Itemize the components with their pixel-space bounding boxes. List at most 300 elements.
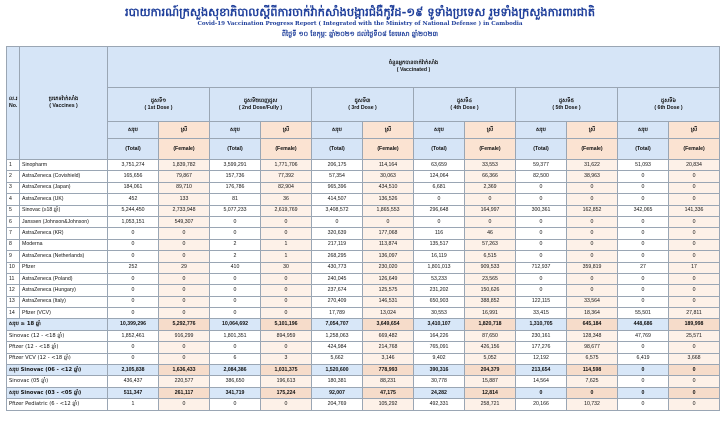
cell-total: 0 xyxy=(516,273,567,284)
row-vaccine-name: AstraZeneca (Covishield) xyxy=(20,171,108,182)
header-total-en xyxy=(618,139,669,160)
cell-total: 5,662 xyxy=(312,353,363,364)
cell-female: 0 xyxy=(159,296,210,307)
row-vaccine-name: Janssen (Johnson&Johnson) xyxy=(20,216,108,227)
table-row xyxy=(7,205,720,216)
cell-female: 5,052 xyxy=(465,353,516,364)
row-number: 4 xyxy=(7,194,20,205)
cell-total: 342,065 xyxy=(618,205,669,216)
cell-total: 0 xyxy=(618,171,669,182)
cell-total: 1,852,461 xyxy=(108,330,159,341)
cell-female: 0 xyxy=(567,251,618,262)
header-dose-km: ដូសទី១ xyxy=(150,97,167,104)
header-dose-en: ( 5th Dose ) xyxy=(552,104,581,111)
header-total-label-en: (Total) xyxy=(635,145,651,152)
cell-total: 0 xyxy=(210,296,261,307)
cell-female: 18,364 xyxy=(567,308,618,319)
header-total-label-en: (Total) xyxy=(431,145,447,152)
cell-female: 33,553 xyxy=(465,160,516,171)
cell-total: 16,119 xyxy=(414,251,465,262)
cell-female: 0 xyxy=(159,273,210,284)
cell-total: 217,119 xyxy=(312,239,363,250)
report-title-khmer: របាយការណ៍ក្រសួងសុខាភិបាលស្តីពីការចាក់វ៉ាក់សាំងបង្ការជំងឺកូវីដ-១៩ ទូទាំងប្រទេស រួមទាំងក្រសួងការពារជាតិ xyxy=(124,5,596,19)
cell-total: 30,778 xyxy=(414,376,465,387)
cell-total: 231,202 xyxy=(414,285,465,296)
row-vaccine-name: Sinovac (≥18 ឆ្នាំ) xyxy=(20,205,108,216)
header-row-doses xyxy=(7,88,720,122)
summary-row xyxy=(7,353,720,364)
header-dose-en: ( 1st Dose ) xyxy=(144,104,173,111)
cell-female: 5,292,776 xyxy=(159,319,210,330)
cell-female: 30,063 xyxy=(363,171,414,182)
header-female-km xyxy=(159,122,210,139)
cell-female: 1,031,375 xyxy=(261,365,312,376)
header-female-km xyxy=(567,122,618,139)
header-vaccinated-km: ចំនួនអ្នកបានចាក់វ៉ាក់សាំង xyxy=(388,60,439,66)
cell-total: 0 xyxy=(516,387,567,398)
cell-female: 261,117 xyxy=(159,387,210,398)
cell-total: 0 xyxy=(210,342,261,353)
header-dose-5 xyxy=(516,88,618,122)
cell-female: 136,526 xyxy=(363,194,414,205)
header-female-label-km: ស្រី xyxy=(384,126,392,133)
cell-female: 114,164 xyxy=(363,160,414,171)
header-dose-6 xyxy=(618,88,720,122)
cell-total: 10,399,296 xyxy=(108,319,159,330)
header-female-en xyxy=(669,139,720,160)
cell-female: 16,991 xyxy=(465,308,516,319)
header-row-subcols-en xyxy=(7,139,720,160)
cell-female: 57,263 xyxy=(465,239,516,250)
cell-female: 0 xyxy=(567,285,618,296)
cell-female: 0 xyxy=(465,216,516,227)
cell-total: 33,415 xyxy=(516,308,567,319)
cell-female: 3,649,654 xyxy=(363,319,414,330)
cell-female: 258,721 xyxy=(465,399,516,410)
cell-total: 2,105,838 xyxy=(108,365,159,376)
cell-total: 0 xyxy=(618,182,669,193)
cell-female: 136,097 xyxy=(363,251,414,262)
cell-female: 31,622 xyxy=(567,160,618,171)
header-total-km xyxy=(516,122,567,139)
row-number: 10 xyxy=(7,262,20,273)
cell-total: 0 xyxy=(516,194,567,205)
cell-female: 0 xyxy=(159,239,210,250)
header-total-label-en: (Total) xyxy=(533,145,549,152)
cell-total: 0 xyxy=(108,239,159,250)
cell-total: 0 xyxy=(516,228,567,239)
cell-female: 426,156 xyxy=(465,342,516,353)
cell-total: 452 xyxy=(108,194,159,205)
cell-total: 10,064,692 xyxy=(210,319,261,330)
cell-female: 0 xyxy=(669,251,720,262)
cell-female: 177,068 xyxy=(363,228,414,239)
header-total-label-km: សរុប xyxy=(434,126,444,133)
cell-total: 14,564 xyxy=(516,376,567,387)
header-dose-en: ( 3rd Dose ) xyxy=(348,104,377,111)
header-total-label-en: (Total) xyxy=(329,145,345,152)
cell-female: 82,904 xyxy=(261,182,312,193)
cell-total: 3,408,572 xyxy=(312,205,363,216)
row-number: 9 xyxy=(7,251,20,262)
cell-total: 53,233 xyxy=(414,273,465,284)
cell-female: 113,874 xyxy=(363,239,414,250)
cell-total: 59,377 xyxy=(516,160,567,171)
cell-female: 27,811 xyxy=(669,308,720,319)
header-dose-km: ដូសទី៣ xyxy=(354,97,371,104)
cell-female: 2,619,769 xyxy=(261,205,312,216)
header-total-label-km: សរុប xyxy=(128,126,138,133)
header-dose-1 xyxy=(108,88,210,122)
cell-total: 0 xyxy=(210,399,261,410)
cell-female: 0 xyxy=(567,228,618,239)
cell-total: 0 xyxy=(210,308,261,319)
cell-total: 204,769 xyxy=(312,399,363,410)
cell-total: 1 xyxy=(108,399,159,410)
cell-total: 0 xyxy=(414,216,465,227)
cell-total: 180,381 xyxy=(312,376,363,387)
header-total-label-en: (Total) xyxy=(125,145,141,152)
cell-total: 430,773 xyxy=(312,262,363,273)
row-number: 2 xyxy=(7,171,20,182)
cell-total: 24,282 xyxy=(414,387,465,398)
cell-female: 0 xyxy=(669,182,720,193)
cell-total: 1,801,013 xyxy=(414,262,465,273)
cell-total: 230,161 xyxy=(516,330,567,341)
cell-female: 3,146 xyxy=(363,353,414,364)
cell-total: 0 xyxy=(618,399,669,410)
header-total-km xyxy=(108,122,159,139)
cell-female: 0 xyxy=(261,296,312,307)
row-vaccine-name: Moderna xyxy=(20,239,108,250)
cell-total: 55,501 xyxy=(618,308,669,319)
cell-female: 133 xyxy=(159,194,210,205)
cell-female: 1,820,718 xyxy=(465,319,516,330)
cell-female: 0 xyxy=(261,216,312,227)
cell-female: 6,575 xyxy=(567,353,618,364)
cell-total: 5,077,233 xyxy=(210,205,261,216)
row-number: 6 xyxy=(7,216,20,227)
header-female-label-en: (Female) xyxy=(581,145,603,152)
cell-total: 341,719 xyxy=(210,387,261,398)
cell-total: 135,517 xyxy=(414,239,465,250)
cell-female: 0 xyxy=(567,194,618,205)
cell-total: 0 xyxy=(618,376,669,387)
cell-total: 270,409 xyxy=(312,296,363,307)
row-vaccine-name: AstraZeneca (Hungary) xyxy=(20,285,108,296)
cell-total: 0 xyxy=(210,228,261,239)
cell-female: 0 xyxy=(159,399,210,410)
cell-total: 0 xyxy=(618,216,669,227)
cell-female: 128,348 xyxy=(567,330,618,341)
cell-total: 0 xyxy=(210,285,261,296)
cell-total: 0 xyxy=(618,387,669,398)
cell-total: 184,061 xyxy=(108,182,159,193)
cell-female: 645,184 xyxy=(567,319,618,330)
cell-total: 0 xyxy=(108,353,159,364)
cell-total: 965,396 xyxy=(312,182,363,193)
cell-female: 125,575 xyxy=(363,285,414,296)
cell-total: 0 xyxy=(414,194,465,205)
cell-total: 492,331 xyxy=(414,399,465,410)
cell-total: 436,437 xyxy=(108,376,159,387)
cell-female: 150,626 xyxy=(465,285,516,296)
cell-total: 176,786 xyxy=(210,182,261,193)
cell-female: 0 xyxy=(159,285,210,296)
header-dose-km: ដូសទី៦ xyxy=(660,97,677,104)
header-female-km xyxy=(363,122,414,139)
header-row-subcols-km xyxy=(7,122,720,139)
cell-female: 7,625 xyxy=(567,376,618,387)
row-number: 8 xyxy=(7,239,20,250)
cell-female: 0 xyxy=(567,239,618,250)
cell-total: 1,520,600 xyxy=(312,365,363,376)
cell-total: 410 xyxy=(210,262,261,273)
table-row xyxy=(7,216,720,227)
cell-female: 909,533 xyxy=(465,262,516,273)
row-number: 13 xyxy=(7,296,20,307)
row-number: 14 xyxy=(7,308,20,319)
header-female-label-en: (Female) xyxy=(479,145,501,152)
header-total-label-km: សរុប xyxy=(638,126,648,133)
header-female-label-km: ស្រី xyxy=(690,126,698,133)
cell-total: 0 xyxy=(618,365,669,376)
row-vaccine-name: AstraZeneca (Japan) xyxy=(20,182,108,193)
cell-total: 157,736 xyxy=(210,171,261,182)
cell-female: 15,887 xyxy=(465,376,516,387)
header-total-en xyxy=(312,139,363,160)
cell-total: 0 xyxy=(108,285,159,296)
table-row xyxy=(7,285,720,296)
cell-total: 177,276 xyxy=(516,342,567,353)
cell-female: 0 xyxy=(159,228,210,239)
cell-total: 20,166 xyxy=(516,399,567,410)
cell-total: 390,316 xyxy=(414,365,465,376)
cell-female: 38,963 xyxy=(567,171,618,182)
header-female-label-km: ស្រី xyxy=(588,126,596,133)
cell-female: 0 xyxy=(669,387,720,398)
header-row-main xyxy=(7,47,720,88)
cell-female: 141,336 xyxy=(669,205,720,216)
header-total-label-en: (Total) xyxy=(227,145,243,152)
header-vaccine-en: ( Vaccines ) xyxy=(49,103,78,109)
cell-total: 0 xyxy=(618,342,669,353)
summary-row xyxy=(7,376,720,387)
header-female-label-km: ស្រី xyxy=(180,126,188,133)
header-dose-km: ដូសទី៥ xyxy=(558,97,575,104)
summary-row xyxy=(7,399,720,410)
summary-row xyxy=(7,319,720,330)
cell-female: 359,819 xyxy=(567,262,618,273)
cell-female: 669,482 xyxy=(363,330,414,341)
cell-female: 0 xyxy=(669,376,720,387)
cell-female: 196,613 xyxy=(261,376,312,387)
cell-female: 87,650 xyxy=(465,330,516,341)
cell-female: 916,299 xyxy=(159,330,210,341)
cell-female: 66,366 xyxy=(465,171,516,182)
row-number: 1 xyxy=(7,160,20,171)
cell-total: 206,175 xyxy=(312,160,363,171)
cell-female: 2,733,948 xyxy=(159,205,210,216)
header-female-label-en: (Female) xyxy=(275,145,297,152)
header-total-label-km: សរុប xyxy=(230,126,240,133)
row-vaccine-name: AstraZeneca (KR) xyxy=(20,228,108,239)
cell-female: 12,814 xyxy=(465,387,516,398)
cell-total: 30,553 xyxy=(414,308,465,319)
header-female-en xyxy=(363,139,414,160)
cell-female: 2,369 xyxy=(465,182,516,193)
cell-female: 214,768 xyxy=(363,342,414,353)
cell-female: 20,834 xyxy=(669,160,720,171)
summary-label: Sinovac (12 - <18 ឆ្នាំ) xyxy=(7,330,108,341)
cell-total: 0 xyxy=(108,228,159,239)
cell-total: 424,984 xyxy=(312,342,363,353)
header-female-en xyxy=(159,139,210,160)
cell-female: 46 xyxy=(465,228,516,239)
cell-total: 414,507 xyxy=(312,194,363,205)
row-number: 7 xyxy=(7,228,20,239)
row-vaccine-name: Sinopharm xyxy=(20,160,108,171)
summary-label: Pfizer VCV (12 - <18 ឆ្នាំ) xyxy=(7,353,108,364)
summary-label: Sinovac (05 ឆ្នាំ) xyxy=(7,376,108,387)
cell-female: 77,392 xyxy=(261,171,312,182)
cell-total: 0 xyxy=(516,285,567,296)
summary-row xyxy=(7,387,720,398)
cell-total: 1,310,705 xyxy=(516,319,567,330)
cell-total: 6 xyxy=(210,353,261,364)
header-vaccinated xyxy=(108,47,720,88)
table-row xyxy=(7,308,720,319)
cell-total: 1,258,063 xyxy=(312,330,363,341)
cell-female: 220,577 xyxy=(159,376,210,387)
header-female-label-en: (Female) xyxy=(377,145,399,152)
row-vaccine-name: AstraZeneca (UK) xyxy=(20,194,108,205)
cell-female: 434,510 xyxy=(363,182,414,193)
cell-total: 240,045 xyxy=(312,273,363,284)
header-total-en xyxy=(516,139,567,160)
cell-female: 1,771,706 xyxy=(261,160,312,171)
table-row xyxy=(7,182,720,193)
header-no-en: No. xyxy=(9,103,18,109)
cell-total: 320,639 xyxy=(312,228,363,239)
cell-total: 12,192 xyxy=(516,353,567,364)
summary-label: សរុប Sinovac (03 - <05 ឆ្នាំ) xyxy=(7,387,108,398)
cell-female: 114,598 xyxy=(567,365,618,376)
cell-female: 0 xyxy=(465,194,516,205)
cell-total: 0 xyxy=(618,251,669,262)
cell-female: 5,101,196 xyxy=(261,319,312,330)
summary-row xyxy=(7,330,720,341)
header-vaccinated-en: ( Vaccinated ) xyxy=(396,67,431,73)
cell-total: 0 xyxy=(618,296,669,307)
header-female-label-en: (Female) xyxy=(173,145,195,152)
header-female-km xyxy=(465,122,516,139)
table-row xyxy=(7,262,720,273)
cell-female: 0 xyxy=(567,216,618,227)
header-female-km xyxy=(669,122,720,139)
header-dose-en: ( 6th Dose ) xyxy=(654,104,683,111)
cell-female: 1 xyxy=(261,251,312,262)
cell-female: 13,024 xyxy=(363,308,414,319)
cell-female: 0 xyxy=(669,285,720,296)
cell-total: 386,650 xyxy=(210,376,261,387)
cell-female: 29 xyxy=(159,262,210,273)
cell-total: 27 xyxy=(618,262,669,273)
cell-female: 146,531 xyxy=(363,296,414,307)
cell-total: 1,801,351 xyxy=(210,330,261,341)
cell-female: 189,998 xyxy=(669,319,720,330)
cell-female: 126,649 xyxy=(363,273,414,284)
cell-total: 7,054,707 xyxy=(312,319,363,330)
cell-total: 17,789 xyxy=(312,308,363,319)
cell-female: 1,839,782 xyxy=(159,160,210,171)
cell-total: 51,093 xyxy=(618,160,669,171)
cell-female: 79,867 xyxy=(159,171,210,182)
header-dose-en: ( 4th Dose ) xyxy=(450,104,479,111)
cell-total: 9,402 xyxy=(414,353,465,364)
cell-female: 0 xyxy=(261,399,312,410)
cell-female: 0 xyxy=(261,285,312,296)
cell-total: 650,903 xyxy=(414,296,465,307)
cell-total: 3,751,274 xyxy=(108,160,159,171)
cell-female: 204,379 xyxy=(465,365,516,376)
cell-female: 175,224 xyxy=(261,387,312,398)
cell-total: 0 xyxy=(618,239,669,250)
cell-total: 165,656 xyxy=(108,171,159,182)
cell-female: 1 xyxy=(261,239,312,250)
header-total-en xyxy=(414,139,465,160)
cell-total: 712,937 xyxy=(516,262,567,273)
table-row xyxy=(7,160,720,171)
cell-female: 549,307 xyxy=(159,216,210,227)
cell-female: 0 xyxy=(261,342,312,353)
cell-female: 0 xyxy=(261,273,312,284)
cell-total: 0 xyxy=(312,216,363,227)
cell-female: 0 xyxy=(669,194,720,205)
cell-total: 2 xyxy=(210,239,261,250)
row-vaccine-name: Pfizer xyxy=(20,262,108,273)
header-total-en xyxy=(210,139,261,160)
row-vaccine-name: AstraZeneca (Italy) xyxy=(20,296,108,307)
cell-female: 0 xyxy=(669,228,720,239)
header-dose-km: ដូសទី៤ xyxy=(456,97,473,104)
table-row xyxy=(7,273,720,284)
header-dose-4 xyxy=(414,88,516,122)
cell-female: 23,565 xyxy=(465,273,516,284)
cell-total: 0 xyxy=(210,216,261,227)
summary-row xyxy=(7,342,720,353)
cell-total: 2 xyxy=(210,251,261,262)
header-female-en xyxy=(261,139,312,160)
cell-female: 0 xyxy=(669,273,720,284)
header-female-en xyxy=(465,139,516,160)
summary-label: សរុប ≥ 18 ឆ្នាំ xyxy=(7,319,108,330)
cell-total: 0 xyxy=(618,194,669,205)
header-female-label-km: ស្រី xyxy=(282,126,290,133)
cell-total: 765,091 xyxy=(414,342,465,353)
cell-female: 30 xyxy=(261,262,312,273)
summary-row xyxy=(7,365,720,376)
cell-female: 0 xyxy=(669,342,720,353)
cell-female: 47,175 xyxy=(363,387,414,398)
cell-female: 0 xyxy=(669,216,720,227)
header-dose-en: ( 2nd Dose/Fully ) xyxy=(238,104,283,111)
cell-total: 0 xyxy=(516,216,567,227)
cell-total: 6,419 xyxy=(618,353,669,364)
cell-total: 63,659 xyxy=(414,160,465,171)
header-total-label-km: សរុប xyxy=(536,126,546,133)
cell-total: 0 xyxy=(210,273,261,284)
